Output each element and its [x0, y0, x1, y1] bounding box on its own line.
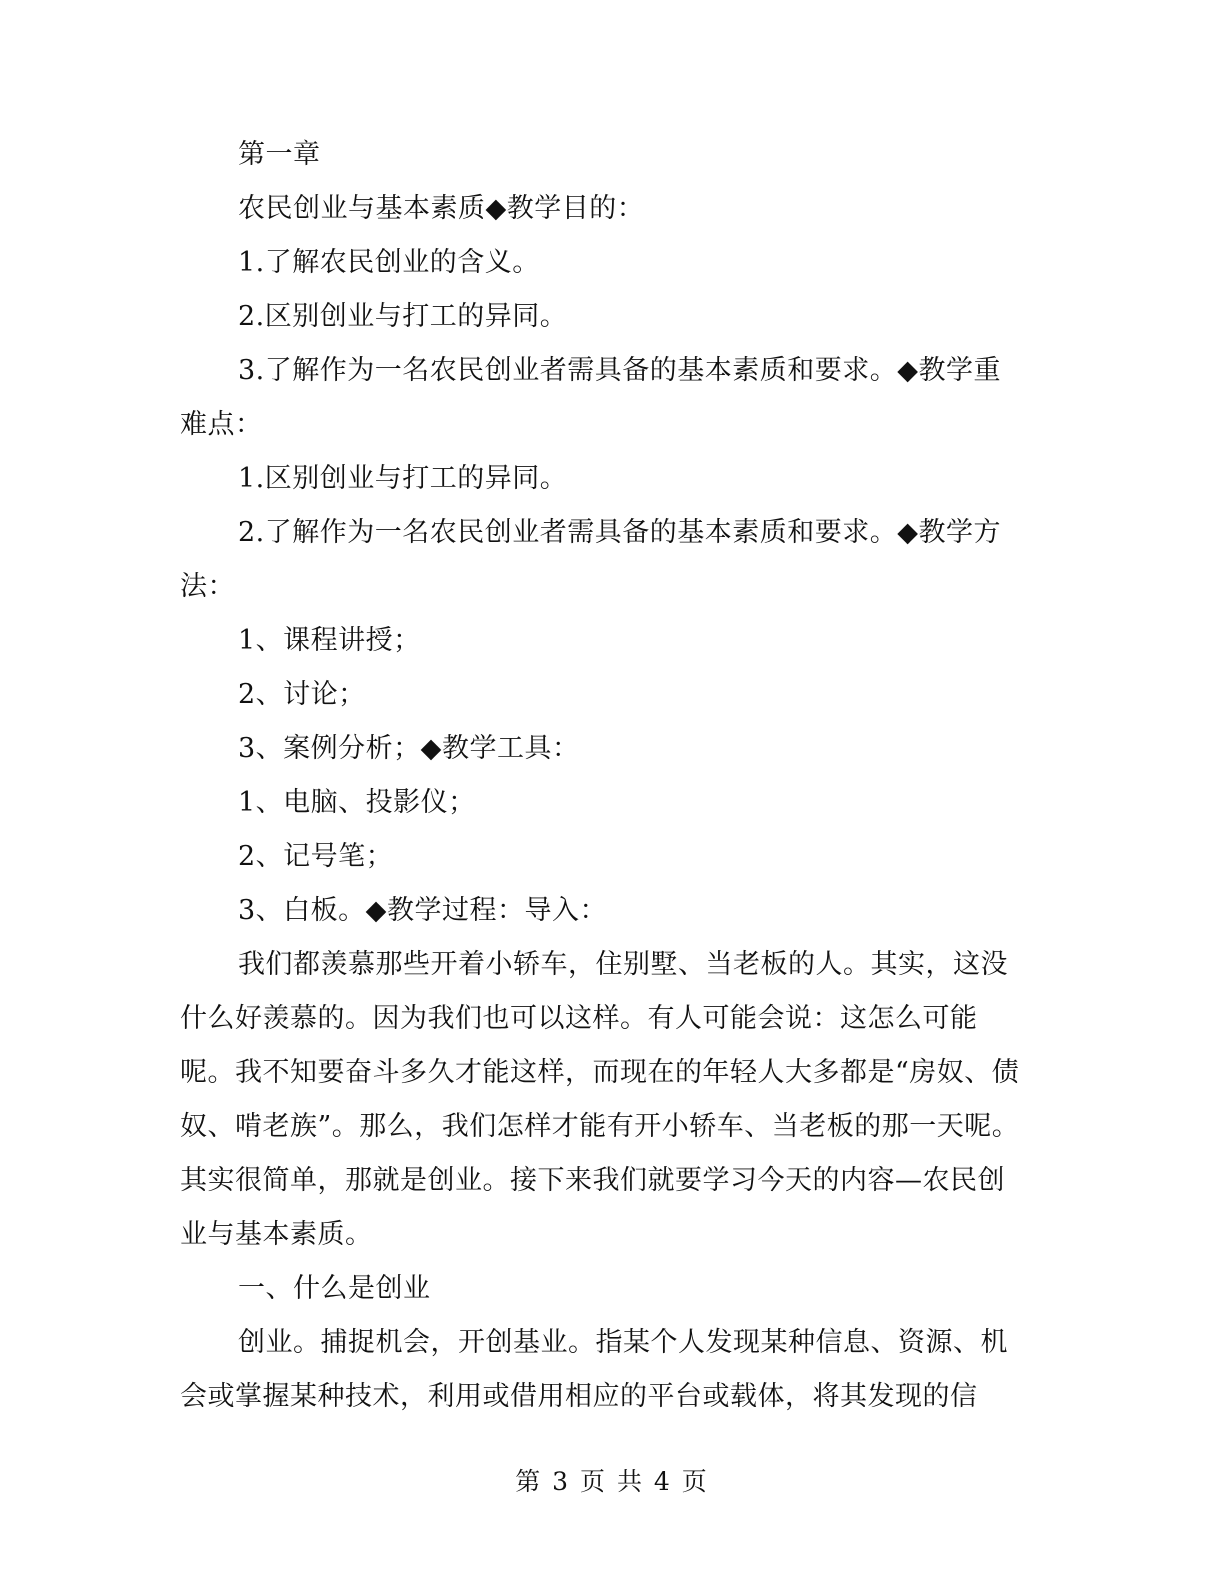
body-text: [180, 128, 1020, 1424]
paragraph: 1、电脑、投影仪；: [238, 787, 476, 818]
paragraph: 我们都羡慕那些开着小轿车，住别墅、当老板的人。其实，这没什么好羡慕的。因为我们也可以这样。有人可能会说：这怎么可能呢。我不知要奋斗多久才能这样，而现在的年轻人大多都是“房奴、债奴、啃老族”。那么，我们怎样才能有开小轿车、当老板的那一天呢。其实很简单，那就是创业。接下来我们就要学习今天的内容—农民创业与基本素质。: [180, 949, 1020, 1250]
chapter-title: 农民创业与基本素质◆教学目的：: [238, 193, 645, 224]
paragraph: 2.了解作为一名农民创业者需具备的基本素质和要求。◆教学方法：: [180, 517, 1002, 602]
paragraph: 3.了解作为一名农民创业者需具备的基本素质和要求。◆教学重难点：: [180, 355, 1002, 440]
paragraph: 2.区别创业与打工的异同。: [238, 301, 568, 332]
section-heading: 一、什么是创业: [238, 1273, 431, 1304]
paragraph: 3、案例分析；◆教学工具：: [238, 733, 580, 764]
chapter-heading: 第一章: [238, 139, 321, 170]
paragraph: 3、白板。◆教学过程：导入：: [238, 895, 607, 926]
paragraph: 2、记号笔；: [238, 841, 394, 872]
page-footer: 第 3 页 共 4 页: [515, 1467, 709, 1496]
paragraph: 2、讨论；: [238, 679, 366, 710]
paragraph: 1、课程讲授；: [238, 625, 421, 656]
paragraph: 1.区别创业与打工的异同。: [238, 463, 568, 494]
paragraph: 创业。捕捉机会，开创基业。指某个人发现某种信息、资源、机会或掌握某种技术，利用或借用相应的平台或载体，将其发现的信: [180, 1327, 1008, 1412]
paragraph: 1.了解农民创业的含义。: [238, 247, 540, 278]
